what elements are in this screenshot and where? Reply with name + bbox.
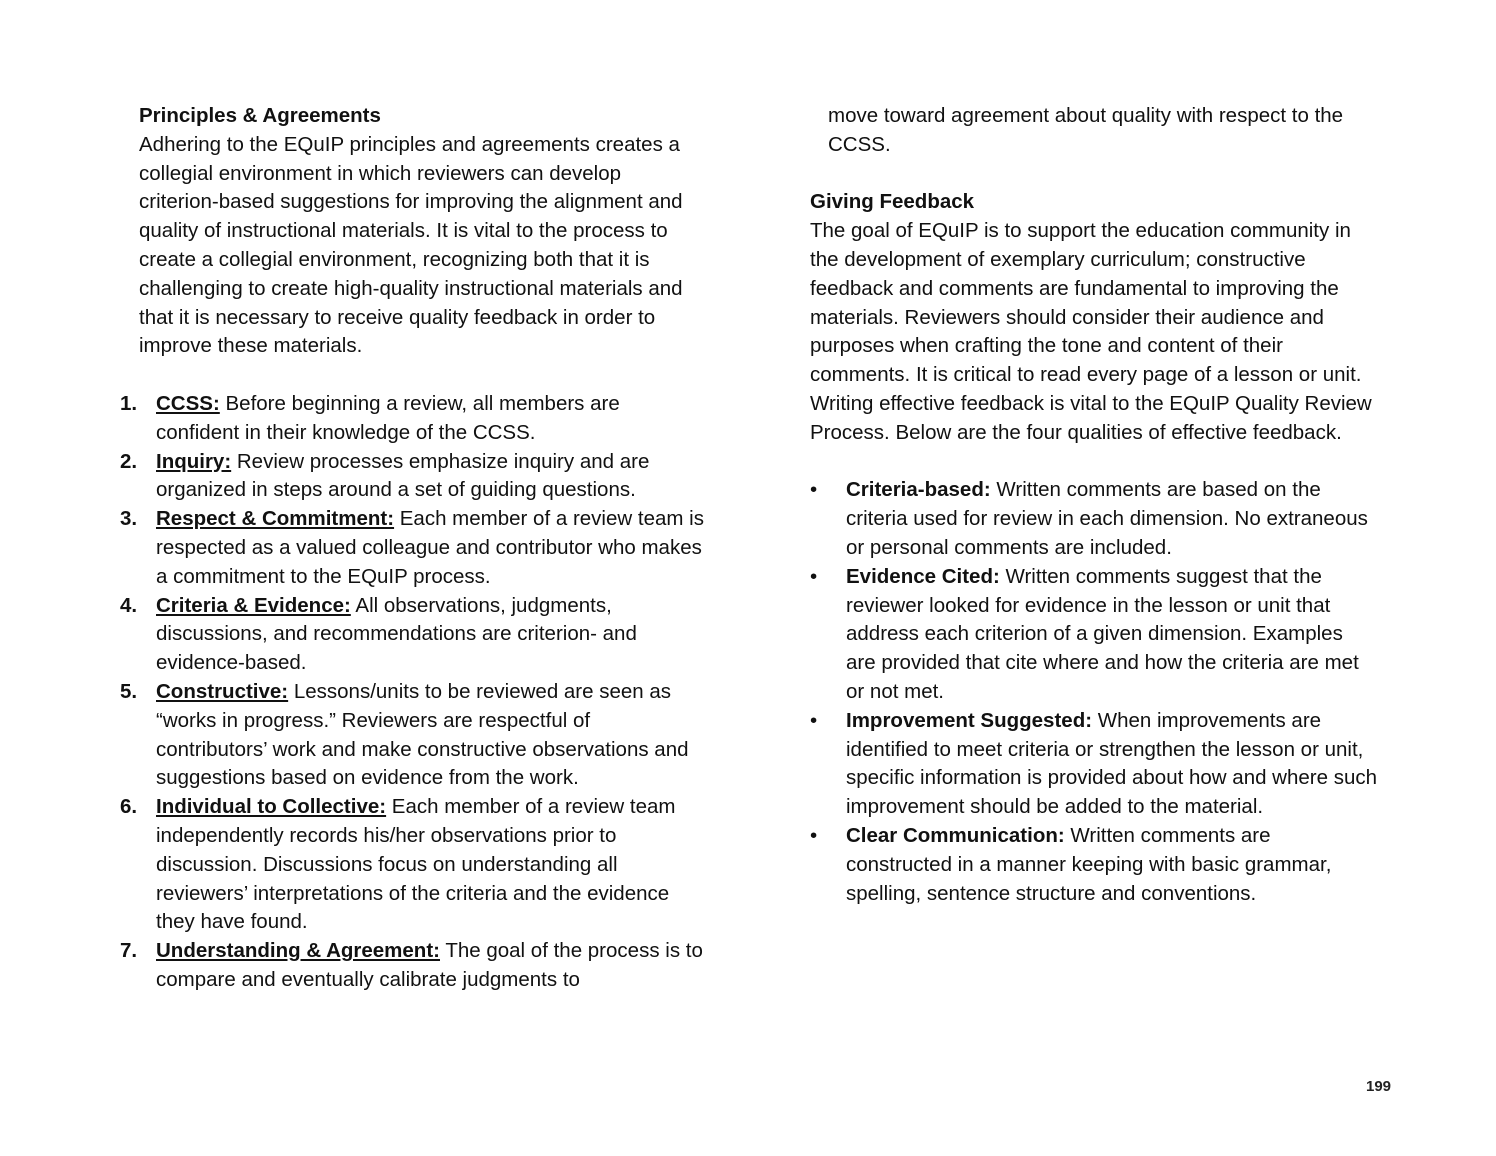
left-column: [118, 102, 704, 995]
quality-text: When improvements are identified to meet criteria or strengthen the lesson or unit, specific information is provided about how and where such improvement should be added to the material.: [846, 708, 1378, 819]
principle-term: Inquiry:: [156, 449, 232, 473]
principle-number: 2.: [120, 449, 138, 473]
spacer: [810, 448, 1378, 477]
bullet-icon: •: [810, 708, 818, 732]
principle-text: Each member of a review team independently records his/her observations prior to discussion. Discussions focus on understanding all reviewers’ interpretations of the criteria and the evidence they have found.: [156, 795, 676, 934]
principle-number: 4.: [120, 593, 138, 617]
quality-item: [810, 476, 1378, 562]
bullet-icon: •: [810, 823, 818, 847]
feedback-qualities-list: [810, 476, 1378, 908]
quality-text: Written comments suggest that the reviewer looked for evidence in the lesson or unit that address each criterion of a given dimension. Examples are provided that cite where and how the criteria are met or not met.: [846, 564, 1359, 703]
quality-term: Evidence Cited:: [846, 564, 1000, 588]
principle-number: 5.: [120, 679, 138, 703]
principle-term: Criteria & Evidence:: [156, 593, 351, 617]
principle-item: [118, 793, 704, 937]
principle-item: [118, 937, 704, 995]
quality-text: Written comments are based on the criteria used for review in each dimension. No extraneous or personal comments are included.: [846, 478, 1368, 559]
principle-term: Constructive:: [156, 679, 289, 703]
feedback-intro: The goal of EQuIP is to support the education community in the development of exemplary curriculum; constructive feedback and comments are fundamental to improving the materials. Reviewers should consider their audience and purposes when crafting the tone and content of their comments. It is critical to read every page of a lesson or unit. Writing effective feedback is vital to the EQuIP Quality Review Process. Below are the four qualities of effective feedback.: [810, 219, 1372, 444]
principles-heading: Principles & Agreements: [139, 104, 381, 127]
quality-text: Written comments are constructed in a manner keeping with basic grammar, spelling, sentence structure and conventions.: [846, 823, 1332, 905]
principle-number: 3.: [120, 507, 138, 531]
principle-item: [118, 678, 704, 793]
principles-intro-block: [118, 102, 704, 361]
principle-text: All observations, judgments, discussions, and recommendations are criterion- and evidence-based.: [156, 593, 637, 675]
quality-term: Clear Communication:: [846, 823, 1065, 847]
principle-number: 1.: [120, 391, 138, 415]
principle-text: Review processes emphasize inquiry and are organized in steps around a set of guiding questions.: [156, 449, 650, 502]
page-number: 199: [1366, 1078, 1392, 1095]
principle-number: 6.: [120, 795, 138, 819]
quality-term: Criteria-based:: [846, 478, 991, 502]
principle-term: Respect & Commitment:: [156, 507, 395, 531]
principle-item: [118, 390, 704, 448]
spacer: [810, 160, 1378, 189]
quality-item: [810, 707, 1378, 822]
principles-intro: Adhering to the EQuIP principles and agreements creates a collegial environment in which reviewers can develop criterion-based suggestions for improving the alignment and quality of instructional materials. It is vital to the process to create a collegial environment, recognizing both that it is challenging to create high-quality instructional materials and that it is necessary to receive quality feedback in order to improve these materials.: [139, 132, 683, 358]
principle-term: Individual to Collective:: [156, 795, 387, 819]
feedback-heading: Giving Feedback: [810, 190, 975, 214]
principle-text: Each member of a review team is respected as a valued colleague and contributor who makes a commitment to the EQuIP process.: [156, 507, 704, 588]
principle-text: Before beginning a review, all members are confident in their knowledge of the CCSS.: [156, 391, 620, 444]
quality-item: [810, 563, 1378, 707]
principle-item: [118, 505, 704, 591]
principle-item: [118, 448, 704, 506]
principle-term: Understanding & Agreement:: [156, 939, 440, 963]
principle-term: CCSS:: [156, 391, 220, 415]
bullet-icon: •: [810, 564, 818, 588]
quality-item: [810, 822, 1378, 908]
principle-continuation: move toward agreement about quality with respect to the CCSS.: [828, 104, 1344, 156]
principle-item: [118, 592, 704, 678]
principles-list: [118, 390, 704, 995]
bullet-icon: •: [810, 478, 818, 502]
right-column: [810, 102, 1378, 908]
principle-text: Lessons/units to be reviewed are seen as “works in progress.” Reviewers are respectful of contributors’ work and make constructive observations and suggestions based on evidence from the work.: [156, 679, 689, 790]
spacer: [118, 361, 704, 390]
principle-text: The goal of the process is to compare and eventually calibrate judgments to: [156, 939, 703, 991]
principle-number: 7.: [120, 939, 138, 963]
quality-term: Improvement Suggested:: [846, 708, 1093, 732]
